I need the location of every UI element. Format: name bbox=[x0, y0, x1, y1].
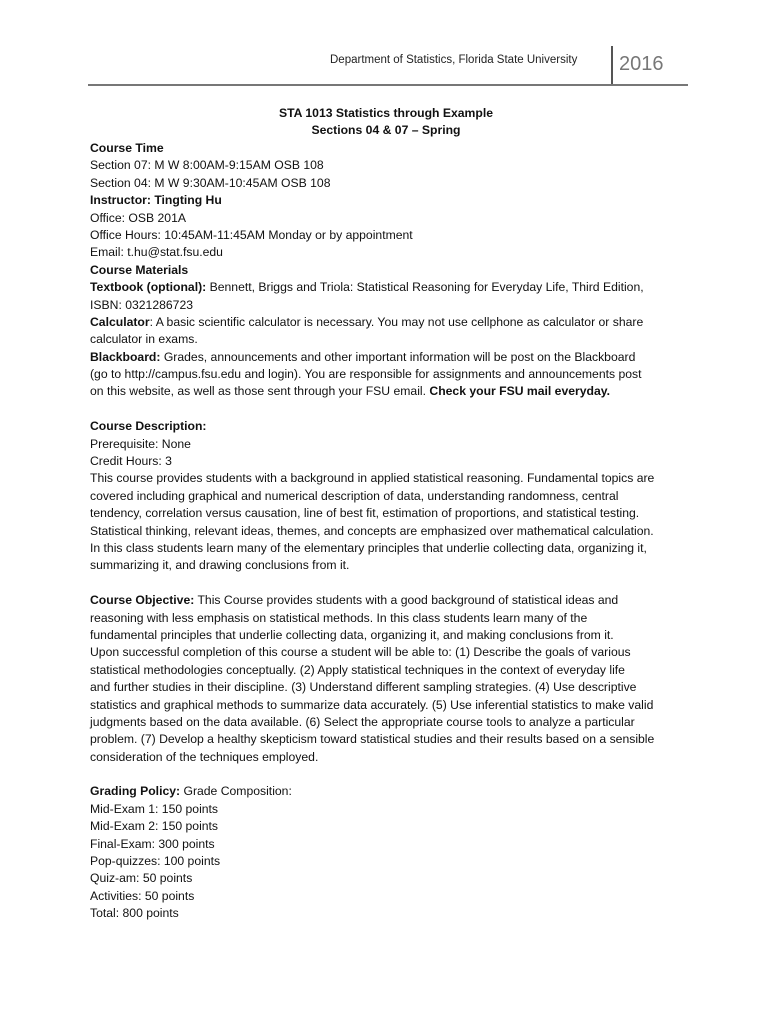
grading-item: Mid-Exam 1: 150 points bbox=[90, 801, 219, 816]
header-rule bbox=[88, 84, 688, 86]
textbook-label: Textbook (optional): bbox=[90, 280, 207, 295]
description-line: summarizing it, and drawing conclusions from it. bbox=[90, 558, 350, 573]
grading-item: Mid-Exam 2: 150 points bbox=[90, 819, 219, 834]
instructor-office: Office: OSB 201A bbox=[90, 210, 186, 225]
grading-heading: Grading Policy: bbox=[90, 784, 181, 799]
objective-line: judgments based on the data available. (6) Select the appropriate course tools to analyze a particular bbox=[90, 714, 635, 729]
objective-line: statistical methodologies conceptually. (2) Apply statistical techniques in the context of everyday life bbox=[90, 662, 625, 677]
objective-line: consideration of the techniques employed. bbox=[90, 749, 319, 764]
grading-item: Pop-quizzes: 100 points bbox=[90, 854, 221, 869]
blackboard-line-2: (go to http://campus.fsu.edu and login). You are responsible for assignments and announcements post bbox=[90, 367, 642, 382]
calculator-line-2: calculator in exams. bbox=[90, 332, 198, 347]
header-divider-vertical bbox=[611, 46, 613, 86]
instructor-email: Email: t.hu@stat.fsu.edu bbox=[90, 245, 223, 260]
check-email-emphasis: Check your FSU mail everyday. bbox=[429, 384, 611, 399]
blackboard-label: Blackboard: bbox=[90, 349, 161, 364]
syllabus-body bbox=[90, 140, 686, 923]
grading-heading-line: Grading Policy: Grade Composition: bbox=[90, 784, 292, 799]
grading-item: Quiz-am: 50 points bbox=[90, 871, 193, 886]
credit-hours: Credit Hours: 3 bbox=[90, 454, 172, 469]
instructor-heading: Instructor: Tingting Hu bbox=[90, 193, 222, 208]
prerequisite: Prerequisite: None bbox=[90, 436, 191, 451]
objective-line: Upon successful completion of this course a student will be able to: (1) Describe the goals of various bbox=[90, 645, 631, 660]
objective-line: fundamental principles that underlie collecting data, organizing it, and making conclusions from it. bbox=[90, 627, 614, 642]
textbook-line: Textbook (optional): Bennett, Briggs and Triola: Statistical Reasoning for Everyday Life, Third Edition, bbox=[90, 280, 644, 295]
objective-first-line: Course Objective: This Course provides students with a good background of statistical ideas and bbox=[90, 593, 619, 608]
textbook-isbn: ISBN: 0321286723 bbox=[90, 297, 193, 312]
blackboard-line: Blackboard: Grades, announcements and other important information will be post on the Blackboard bbox=[90, 349, 636, 364]
description-line: Statistical thinking, relevant ideas, themes, and concepts are emphasized over mathematical calculation. bbox=[90, 523, 654, 538]
grading-total: Total: 800 points bbox=[90, 906, 179, 921]
calculator-line: Calculator: A basic scientific calculator is necessary. You may not use cellphone as calculator or share bbox=[90, 314, 644, 329]
section-07-time: Section 07: M W 8:00AM-9:15AM OSB 108 bbox=[90, 158, 324, 173]
grading-item: Activities: 50 points bbox=[90, 888, 195, 903]
description-line: In this class students learn many of the elementary principles that underlie collecting data, organizing it, bbox=[90, 540, 647, 555]
description-line: tendency, correlation versus causation, line of best fit, estimation of proportions, and statistical testing. bbox=[90, 506, 640, 521]
grading-item: Final-Exam: 300 points bbox=[90, 836, 215, 851]
objective-line: reasoning with less emphasis on statistical methods. In this class students learn many of the bbox=[90, 610, 588, 625]
course-sections: Sections 04 & 07 – Spring bbox=[311, 123, 461, 137]
description-line: This course provides students with a background in applied statistical reasoning. Fundamental topics are bbox=[90, 471, 655, 486]
description-heading: Course Description: bbox=[90, 419, 207, 434]
calculator-label: Calculator bbox=[90, 314, 150, 329]
section-04-time: Section 04: M W 9:30AM-10:45AM OSB 108 bbox=[90, 175, 331, 190]
header-department: Department of Statistics, Florida State University bbox=[330, 54, 578, 66]
objective-heading: Course Objective: bbox=[90, 593, 195, 608]
objective-line: problem. (7) Develop a healthy skepticism toward statistical studies and their results based on a sensible bbox=[90, 732, 655, 747]
header-year: 2016 bbox=[619, 53, 664, 75]
blackboard-line-3: on this website, as well as those sent through your FSU email. Check your FSU mail everyday. bbox=[90, 384, 611, 399]
description-line: covered including graphical and numerical description of data, understanding randomness, central bbox=[90, 488, 619, 503]
objective-line: statistics and graphical methods to summarize data accurately. (5) Use inferential statistics to make valid bbox=[90, 697, 654, 712]
course-time-heading: Course Time bbox=[90, 141, 164, 155]
objective-line: and further studies in their discipline. (3) Understand different sampling strategies. (4) Use descriptive bbox=[90, 680, 637, 695]
instructor-office-hours: Office Hours: 10:45AM-11:45AM Monday or by appointment bbox=[90, 227, 413, 242]
materials-heading: Course Materials bbox=[90, 262, 189, 277]
course-title: STA 1013 Statistics through Example bbox=[278, 106, 494, 120]
